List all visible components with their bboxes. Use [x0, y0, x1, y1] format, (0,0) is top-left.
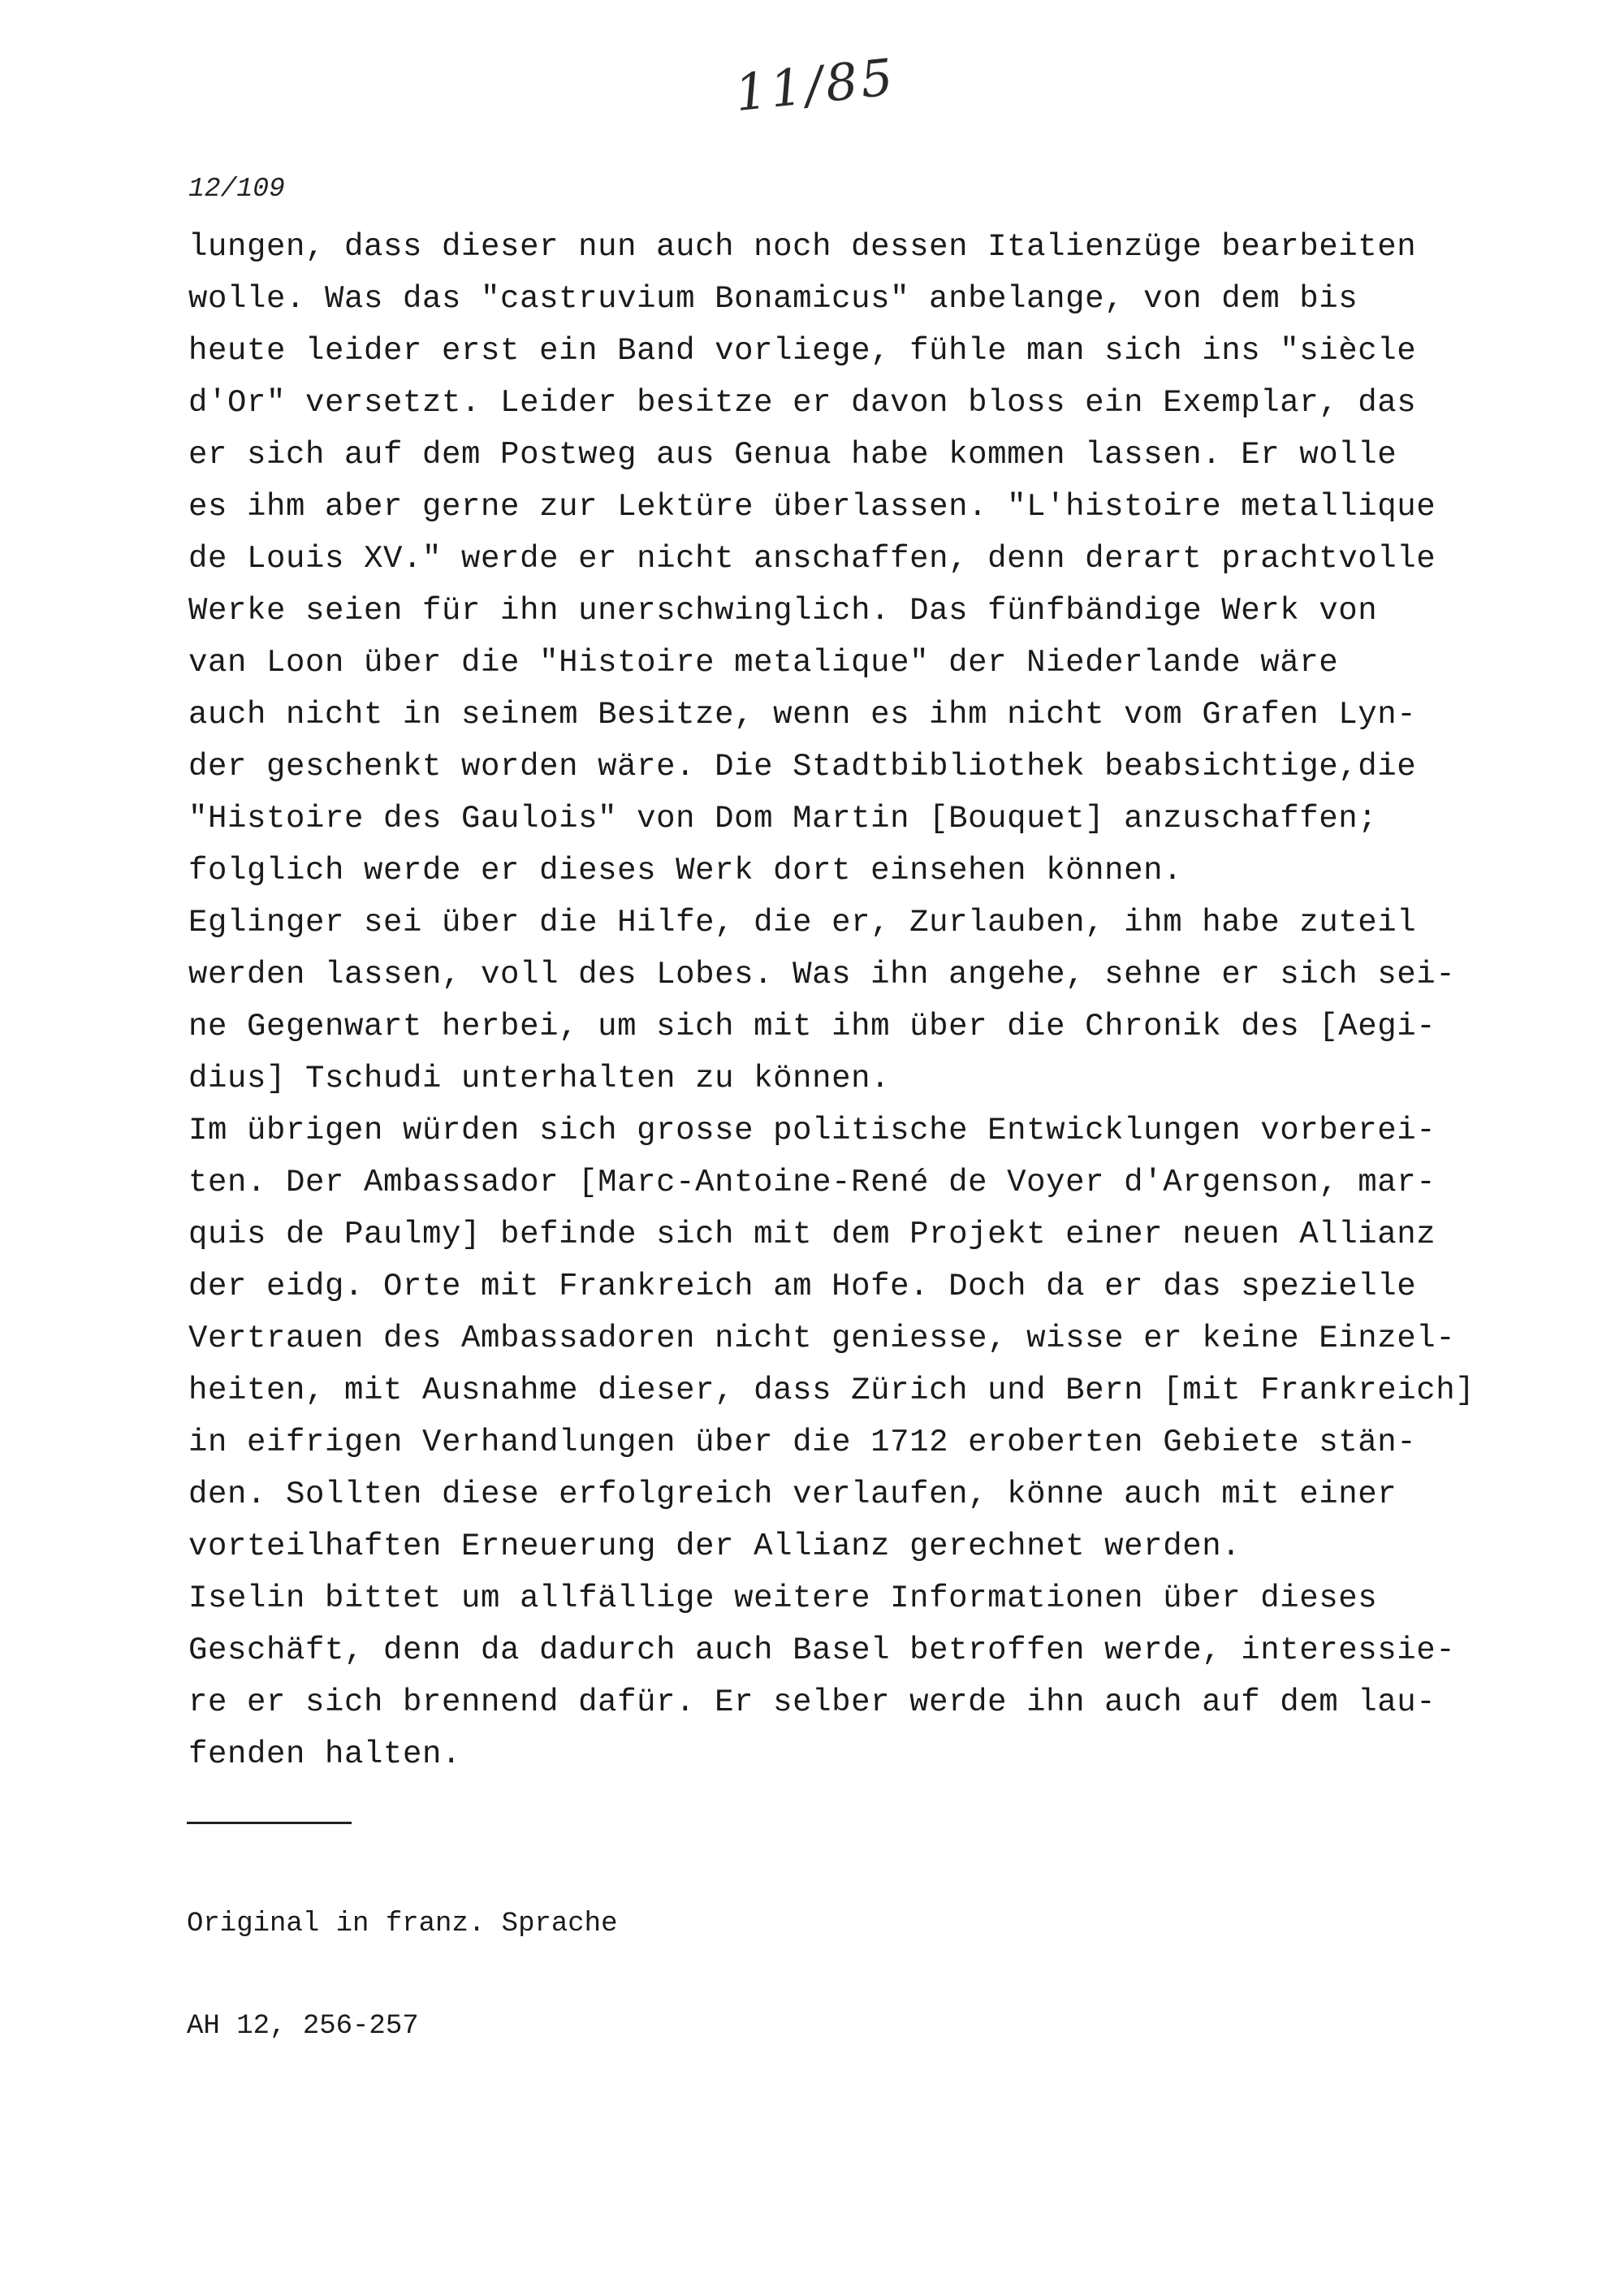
- body-line: quis de Paulmy] befinde sich mit dem Projekt einer neuen Allianz: [188, 1217, 1436, 1252]
- body-line: heiten, mit Ausnahme dieser, dass Zürich und Bern [mit Frankreich]: [188, 1373, 1475, 1408]
- body-line: "Histoire des Gaulois" von Dom Martin [Bouquet] anzuschaffen;: [188, 801, 1378, 837]
- body-line: Geschäft, denn da dadurch auch Basel betroffen werde, interessie-: [188, 1632, 1456, 1668]
- handwritten-folio-number: 11/85: [732, 46, 899, 123]
- footnote-archive-reference: AH 12, 256-257: [187, 2011, 419, 2042]
- body-line: Vertrauen des Ambassadoren nicht geniesse, wisse er keine Einzel-: [188, 1321, 1456, 1356]
- body-line: der geschenkt worden wäre. Die Stadtbibliothek beabsichtige,die: [188, 749, 1417, 785]
- body-line: vorteilhaften Erneuerung der Allianz gerechnet werden.: [188, 1529, 1242, 1564]
- body-line: ne Gegenwart herbei, um sich mit ihm über die Chronik des [Aegi-: [188, 1009, 1436, 1044]
- body-line: auch nicht in seinem Besitze, wenn es ihm nicht vom Grafen Lyn-: [188, 697, 1417, 733]
- body-line: folglich werde er dieses Werk dort einsehen können.: [188, 853, 1183, 889]
- body-line: den. Sollten diese erfolgreich verlaufen, könne auch mit einer: [188, 1477, 1397, 1512]
- body-line: Werke seien für ihn unerschwinglich. Das fünfbändige Werk von: [188, 593, 1378, 629]
- body-line: fenden halten.: [188, 1736, 462, 1772]
- body-line: van Loon über die "Histoire metalique" der Niederlande wäre: [188, 645, 1339, 681]
- body-line: er sich auf dem Postweg aus Genua habe kommen lassen. Er wolle: [188, 437, 1397, 473]
- body-line: wolle. Was das "castruvium Bonamicus" anbelange, von dem bis: [188, 281, 1358, 317]
- footnote: [187, 1839, 618, 2112]
- body-line: d'Or" versetzt. Leider besitze er davon bloss ein Exemplar, das: [188, 385, 1417, 421]
- footnote-divider: [187, 1822, 352, 1824]
- body-line: ten. Der Ambassador [Marc-Antoine-René de Voyer d'Argenson, mar-: [188, 1165, 1436, 1200]
- body-line: in eifrigen Verhandlungen über die 1712 eroberten Gebiete stän-: [188, 1425, 1417, 1460]
- body-line: Im übrigen würden sich grosse politische Entwicklungen vorberei-: [188, 1113, 1436, 1148]
- body-line: dius] Tschudi unterhalten zu können.: [188, 1061, 891, 1096]
- body-line: es ihm aber gerne zur Lektüre überlassen. "L'histoire metallique: [188, 489, 1436, 525]
- body-line: werden lassen, voll des Lobes. Was ihn angehe, sehne er sich sei-: [188, 957, 1456, 992]
- body-line: Eglinger sei über die Hilfe, die er, Zurlauben, ihm habe zuteil: [188, 905, 1417, 940]
- document-reference: 12/109: [188, 174, 285, 204]
- body-line: re er sich brennend dafür. Er selber werde ihn auch auf dem lau-: [188, 1684, 1436, 1720]
- body-line: der eidg. Orte mit Frankreich am Hofe. Doch da er das spezielle: [188, 1269, 1417, 1304]
- body-line: de Louis XV." werde er nicht anschaffen, denn derart prachtvolle: [188, 541, 1436, 577]
- body-text: [188, 221, 1585, 1780]
- footnote-source-language: Original in franz. Sprache: [187, 1909, 618, 1939]
- body-line: heute leider erst ein Band vorliege, fühle man sich ins "siècle: [188, 333, 1417, 369]
- body-line: Iselin bittet um allfällige weitere Informationen über dieses: [188, 1580, 1378, 1616]
- body-line: lungen, dass dieser nun auch noch dessen Italienzüge bearbeiten: [188, 229, 1417, 265]
